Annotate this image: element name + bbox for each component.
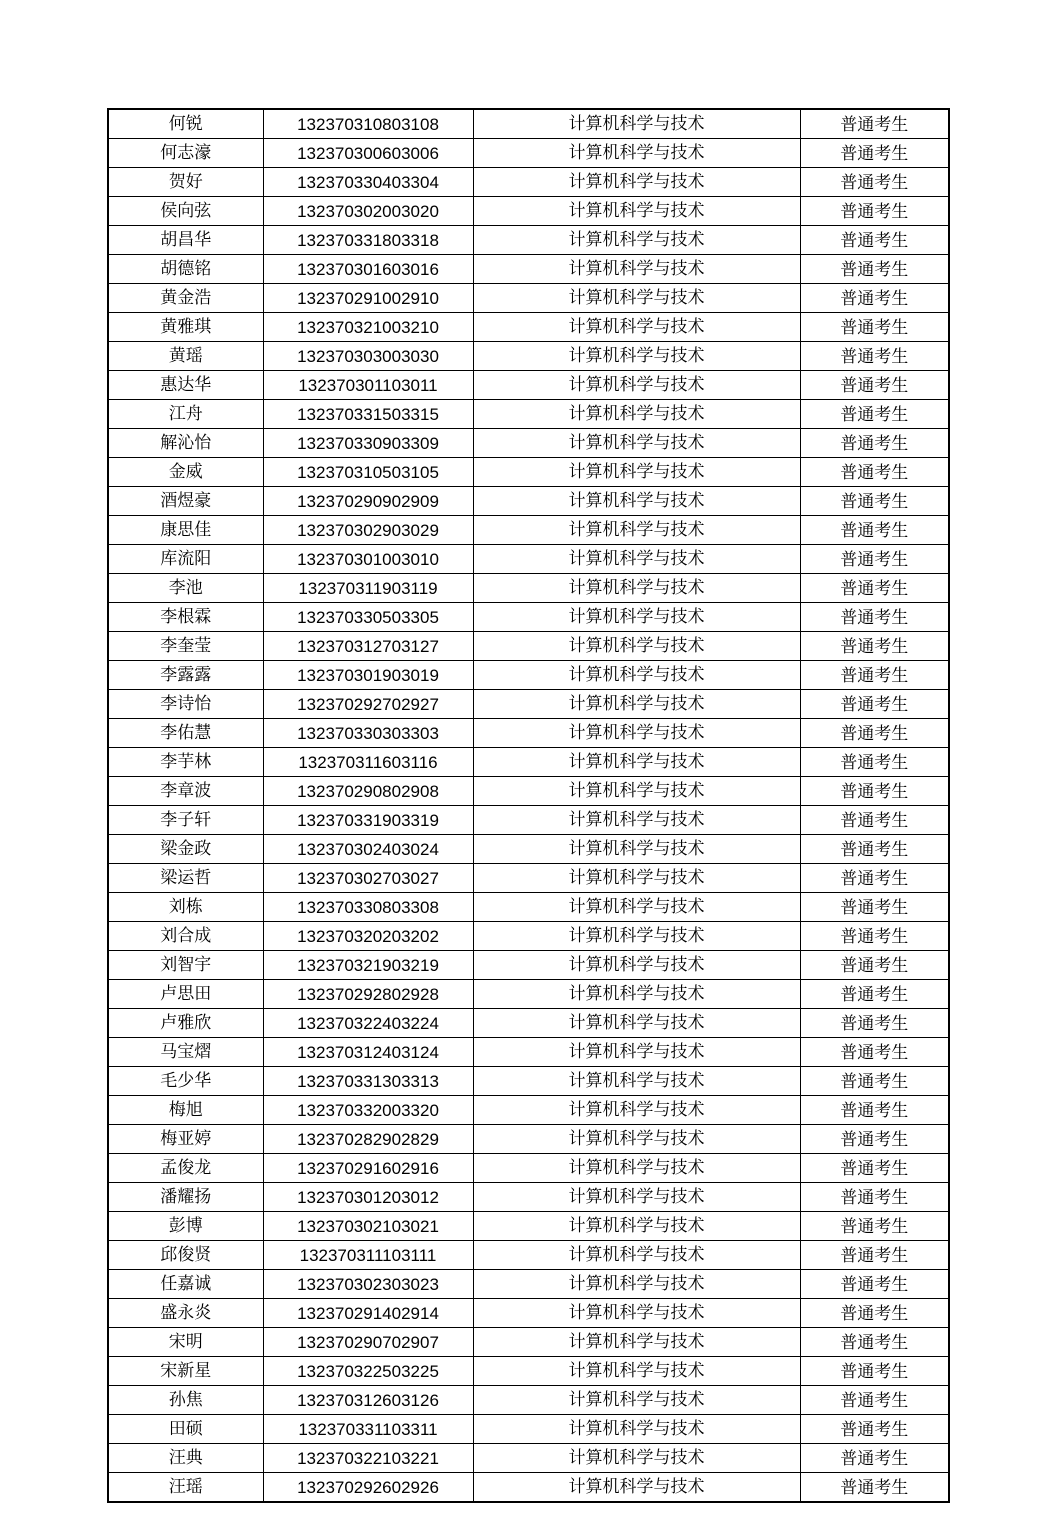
student-name-cell: 惠达华 — [108, 371, 263, 400]
major-cell: 计算机科学与技术 — [473, 1357, 800, 1386]
candidate-id-cell: 132370292702927 — [263, 690, 473, 719]
table-row — [108, 429, 949, 458]
candidate-type-cell: 普通考生 — [800, 1154, 949, 1183]
table-row — [108, 139, 949, 168]
candidate-type-cell: 普通考生 — [800, 1386, 949, 1415]
student-name-cell: 卢雅欣 — [108, 1009, 263, 1038]
candidate-type-cell: 普通考生 — [800, 690, 949, 719]
major-cell: 计算机科学与技术 — [473, 1328, 800, 1357]
candidate-id-cell: 132370321003210 — [263, 313, 473, 342]
candidate-id-cell: 132370291002910 — [263, 284, 473, 313]
candidate-id-cell: 132370312703127 — [263, 632, 473, 661]
table-row — [108, 748, 949, 777]
table-row — [108, 1154, 949, 1183]
student-name-cell: 马宝熠 — [108, 1038, 263, 1067]
major-cell: 计算机科学与技术 — [473, 980, 800, 1009]
candidate-id-cell: 132370300603006 — [263, 139, 473, 168]
candidate-id-cell: 132370330503305 — [263, 603, 473, 632]
table-row — [108, 1357, 949, 1386]
student-name-cell: 康思佳 — [108, 516, 263, 545]
candidate-type-cell: 普通考生 — [800, 139, 949, 168]
candidate-type-cell: 普通考生 — [800, 1038, 949, 1067]
table-row — [108, 1009, 949, 1038]
table-row — [108, 1183, 949, 1212]
candidate-id-cell: 132370292802928 — [263, 980, 473, 1009]
candidate-type-cell: 普通考生 — [800, 284, 949, 313]
student-name-cell: 盛永炎 — [108, 1299, 263, 1328]
candidate-type-cell: 普通考生 — [800, 1212, 949, 1241]
student-name-cell: 刘栋 — [108, 893, 263, 922]
major-cell: 计算机科学与技术 — [473, 690, 800, 719]
candidate-type-cell: 普通考生 — [800, 429, 949, 458]
major-cell: 计算机科学与技术 — [473, 429, 800, 458]
student-name-cell: 李芋林 — [108, 748, 263, 777]
candidate-id-cell: 132370321903219 — [263, 951, 473, 980]
table-row — [108, 719, 949, 748]
table-row — [108, 342, 949, 371]
student-name-cell: 潘耀扬 — [108, 1183, 263, 1212]
candidate-id-cell: 132370301003010 — [263, 545, 473, 574]
student-name-cell: 李露露 — [108, 661, 263, 690]
candidate-id-cell: 132370310503105 — [263, 458, 473, 487]
candidate-type-cell: 普通考生 — [800, 487, 949, 516]
major-cell: 计算机科学与技术 — [473, 661, 800, 690]
major-cell: 计算机科学与技术 — [473, 748, 800, 777]
major-cell: 计算机科学与技术 — [473, 1009, 800, 1038]
candidate-type-cell: 普通考生 — [800, 1096, 949, 1125]
table-row — [108, 400, 949, 429]
candidate-id-cell: 132370331303313 — [263, 1067, 473, 1096]
table-row — [108, 255, 949, 284]
student-name-cell: 宋明 — [108, 1328, 263, 1357]
candidate-id-cell: 132370302003020 — [263, 197, 473, 226]
major-cell: 计算机科学与技术 — [473, 1386, 800, 1415]
table-row — [108, 197, 949, 226]
major-cell: 计算机科学与技术 — [473, 1154, 800, 1183]
major-cell: 计算机科学与技术 — [473, 1212, 800, 1241]
major-cell: 计算机科学与技术 — [473, 139, 800, 168]
candidate-type-cell: 普通考生 — [800, 1299, 949, 1328]
candidate-id-cell: 132370330403304 — [263, 168, 473, 197]
student-name-cell: 胡德铭 — [108, 255, 263, 284]
candidate-type-cell: 普通考生 — [800, 1125, 949, 1154]
table-row — [108, 516, 949, 545]
table-row — [108, 1038, 949, 1067]
candidate-id-cell: 132370282902829 — [263, 1125, 473, 1154]
student-name-cell: 李章波 — [108, 777, 263, 806]
candidate-type-cell: 普通考生 — [800, 109, 949, 139]
major-cell: 计算机科学与技术 — [473, 1183, 800, 1212]
table-row — [108, 284, 949, 313]
student-name-cell: 李池 — [108, 574, 263, 603]
candidate-type-cell: 普通考生 — [800, 719, 949, 748]
major-cell: 计算机科学与技术 — [473, 1067, 800, 1096]
major-cell: 计算机科学与技术 — [473, 1444, 800, 1473]
student-name-cell: 黄雅琪 — [108, 313, 263, 342]
table-row — [108, 574, 949, 603]
table-row — [108, 603, 949, 632]
candidate-id-cell: 132370303003030 — [263, 342, 473, 371]
candidate-type-cell: 普通考生 — [800, 371, 949, 400]
admission-list-table — [107, 108, 950, 1503]
student-name-cell: 刘智宇 — [108, 951, 263, 980]
candidate-type-cell: 普通考生 — [800, 400, 949, 429]
student-name-cell: 梁运哲 — [108, 864, 263, 893]
table-row — [108, 487, 949, 516]
major-cell: 计算机科学与技术 — [473, 400, 800, 429]
table-row — [108, 109, 949, 139]
major-cell: 计算机科学与技术 — [473, 835, 800, 864]
candidate-type-cell: 普通考生 — [800, 1067, 949, 1096]
major-cell: 计算机科学与技术 — [473, 371, 800, 400]
student-name-cell: 贺好 — [108, 168, 263, 197]
candidate-id-cell: 132370312403124 — [263, 1038, 473, 1067]
major-cell: 计算机科学与技术 — [473, 632, 800, 661]
candidate-id-cell: 132370311603116 — [263, 748, 473, 777]
student-name-cell: 汪瑶 — [108, 1473, 263, 1503]
table-row — [108, 1241, 949, 1270]
candidate-id-cell: 132370302403024 — [263, 835, 473, 864]
major-cell: 计算机科学与技术 — [473, 864, 800, 893]
candidate-type-cell: 普通考生 — [800, 197, 949, 226]
candidate-id-cell: 132370290902909 — [263, 487, 473, 516]
table-row — [108, 661, 949, 690]
candidate-type-cell: 普通考生 — [800, 1473, 949, 1503]
candidate-type-cell: 普通考生 — [800, 342, 949, 371]
table-row — [108, 458, 949, 487]
candidate-id-cell: 132370290802908 — [263, 777, 473, 806]
candidate-type-cell: 普通考生 — [800, 1328, 949, 1357]
major-cell: 计算机科学与技术 — [473, 545, 800, 574]
candidate-id-cell: 132370301903019 — [263, 661, 473, 690]
candidate-type-cell: 普通考生 — [800, 1183, 949, 1212]
student-name-cell: 李奎莹 — [108, 632, 263, 661]
major-cell: 计算机科学与技术 — [473, 893, 800, 922]
student-name-cell: 金威 — [108, 458, 263, 487]
table-row — [108, 951, 949, 980]
major-cell: 计算机科学与技术 — [473, 516, 800, 545]
table-row — [108, 168, 949, 197]
candidate-id-cell: 132370302303023 — [263, 1270, 473, 1299]
student-name-cell: 胡昌华 — [108, 226, 263, 255]
table-row — [108, 690, 949, 719]
major-cell: 计算机科学与技术 — [473, 197, 800, 226]
candidate-id-cell: 132370301103011 — [263, 371, 473, 400]
candidate-type-cell: 普通考生 — [800, 603, 949, 632]
table-row — [108, 1473, 949, 1503]
candidate-type-cell: 普通考生 — [800, 632, 949, 661]
major-cell: 计算机科学与技术 — [473, 777, 800, 806]
candidate-type-cell: 普通考生 — [800, 313, 949, 342]
student-name-cell: 宋新星 — [108, 1357, 263, 1386]
table-row — [108, 1125, 949, 1154]
student-name-cell: 梅旭 — [108, 1096, 263, 1125]
candidate-id-cell: 132370311103111 — [263, 1241, 473, 1270]
table-row — [108, 893, 949, 922]
candidate-type-cell: 普通考生 — [800, 777, 949, 806]
major-cell: 计算机科学与技术 — [473, 719, 800, 748]
major-cell: 计算机科学与技术 — [473, 1096, 800, 1125]
table-row — [108, 1067, 949, 1096]
candidate-type-cell: 普通考生 — [800, 980, 949, 1009]
candidate-id-cell: 132370320203202 — [263, 922, 473, 951]
major-cell: 计算机科学与技术 — [473, 1241, 800, 1270]
student-name-cell: 李子轩 — [108, 806, 263, 835]
candidate-id-cell: 132370292602926 — [263, 1473, 473, 1503]
candidate-id-cell: 132370302103021 — [263, 1212, 473, 1241]
candidate-type-cell: 普通考生 — [800, 893, 949, 922]
table-row — [108, 922, 949, 951]
candidate-id-cell: 132370330303303 — [263, 719, 473, 748]
table-row — [108, 864, 949, 893]
table-row — [108, 1386, 949, 1415]
major-cell: 计算机科学与技术 — [473, 574, 800, 603]
candidate-type-cell: 普通考生 — [800, 748, 949, 777]
table-row — [108, 835, 949, 864]
candidate-type-cell: 普通考生 — [800, 1357, 949, 1386]
candidate-type-cell: 普通考生 — [800, 1444, 949, 1473]
table-row — [108, 632, 949, 661]
table-row — [108, 980, 949, 1009]
candidate-id-cell: 132370311903119 — [263, 574, 473, 603]
table-row — [108, 1212, 949, 1241]
candidate-id-cell: 132370331803318 — [263, 226, 473, 255]
candidate-id-cell: 132370331103311 — [263, 1415, 473, 1444]
candidate-id-cell: 132370331503315 — [263, 400, 473, 429]
student-name-cell: 李根霖 — [108, 603, 263, 632]
candidate-id-cell: 132370302903029 — [263, 516, 473, 545]
major-cell: 计算机科学与技术 — [473, 313, 800, 342]
major-cell: 计算机科学与技术 — [473, 1473, 800, 1503]
table-row — [108, 1415, 949, 1444]
major-cell: 计算机科学与技术 — [473, 1299, 800, 1328]
candidate-id-cell: 132370290702907 — [263, 1328, 473, 1357]
student-name-cell: 库流阳 — [108, 545, 263, 574]
student-name-cell: 梅亚婷 — [108, 1125, 263, 1154]
major-cell: 计算机科学与技术 — [473, 806, 800, 835]
candidate-type-cell: 普通考生 — [800, 545, 949, 574]
candidate-id-cell: 132370330903309 — [263, 429, 473, 458]
candidate-type-cell: 普通考生 — [800, 951, 949, 980]
candidate-id-cell: 132370310803108 — [263, 109, 473, 139]
candidate-id-cell: 132370322403224 — [263, 1009, 473, 1038]
major-cell: 计算机科学与技术 — [473, 458, 800, 487]
major-cell: 计算机科学与技术 — [473, 1415, 800, 1444]
major-cell: 计算机科学与技术 — [473, 109, 800, 139]
major-cell: 计算机科学与技术 — [473, 1270, 800, 1299]
major-cell: 计算机科学与技术 — [473, 168, 800, 197]
table-row — [108, 313, 949, 342]
student-name-cell: 卢思田 — [108, 980, 263, 1009]
table-row — [108, 1444, 949, 1473]
candidate-id-cell: 132370301603016 — [263, 255, 473, 284]
major-cell: 计算机科学与技术 — [473, 255, 800, 284]
student-name-cell: 黄瑶 — [108, 342, 263, 371]
major-cell: 计算机科学与技术 — [473, 603, 800, 632]
candidate-type-cell: 普通考生 — [800, 806, 949, 835]
major-cell: 计算机科学与技术 — [473, 342, 800, 371]
table-row — [108, 226, 949, 255]
student-name-cell: 梁金政 — [108, 835, 263, 864]
candidate-id-cell: 132370312603126 — [263, 1386, 473, 1415]
candidate-type-cell: 普通考生 — [800, 226, 949, 255]
student-name-cell: 李诗怡 — [108, 690, 263, 719]
student-name-cell: 汪典 — [108, 1444, 263, 1473]
candidate-id-cell: 132370302703027 — [263, 864, 473, 893]
major-cell: 计算机科学与技术 — [473, 951, 800, 980]
candidate-type-cell: 普通考生 — [800, 864, 949, 893]
table-row — [108, 545, 949, 574]
candidate-type-cell: 普通考生 — [800, 574, 949, 603]
student-name-cell: 解沁怡 — [108, 429, 263, 458]
student-name-cell: 刘合成 — [108, 922, 263, 951]
candidate-type-cell: 普通考生 — [800, 661, 949, 690]
candidate-id-cell: 132370291602916 — [263, 1154, 473, 1183]
candidate-type-cell: 普通考生 — [800, 1270, 949, 1299]
candidate-id-cell: 132370330803308 — [263, 893, 473, 922]
major-cell: 计算机科学与技术 — [473, 1125, 800, 1154]
student-name-cell: 李佑慧 — [108, 719, 263, 748]
student-name-cell: 酒煜豪 — [108, 487, 263, 516]
major-cell: 计算机科学与技术 — [473, 487, 800, 516]
candidate-id-cell: 132370332003320 — [263, 1096, 473, 1125]
table-row — [108, 1328, 949, 1357]
student-name-cell: 孟俊龙 — [108, 1154, 263, 1183]
table-row — [108, 1096, 949, 1125]
candidate-type-cell: 普通考生 — [800, 1415, 949, 1444]
candidate-type-cell: 普通考生 — [800, 922, 949, 951]
student-name-cell: 孙焦 — [108, 1386, 263, 1415]
major-cell: 计算机科学与技术 — [473, 284, 800, 313]
student-name-cell: 田硕 — [108, 1415, 263, 1444]
table-body — [108, 109, 949, 1502]
candidate-type-cell: 普通考生 — [800, 1241, 949, 1270]
major-cell: 计算机科学与技术 — [473, 922, 800, 951]
table-row — [108, 371, 949, 400]
candidate-id-cell: 132370301203012 — [263, 1183, 473, 1212]
student-name-cell: 彭博 — [108, 1212, 263, 1241]
table-row — [108, 806, 949, 835]
candidate-type-cell: 普通考生 — [800, 1009, 949, 1038]
student-name-cell: 邱俊贤 — [108, 1241, 263, 1270]
candidate-type-cell: 普通考生 — [800, 168, 949, 197]
student-name-cell: 任嘉诚 — [108, 1270, 263, 1299]
student-name-cell: 毛少华 — [108, 1067, 263, 1096]
candidate-id-cell: 132370331903319 — [263, 806, 473, 835]
student-name-cell: 侯向弦 — [108, 197, 263, 226]
candidate-type-cell: 普通考生 — [800, 458, 949, 487]
candidate-type-cell: 普通考生 — [800, 835, 949, 864]
candidate-id-cell: 132370322103221 — [263, 1444, 473, 1473]
table-row — [108, 1270, 949, 1299]
candidate-type-cell: 普通考生 — [800, 516, 949, 545]
student-name-cell: 黄金浩 — [108, 284, 263, 313]
student-name-cell: 江舟 — [108, 400, 263, 429]
table-row — [108, 1299, 949, 1328]
table-row — [108, 777, 949, 806]
candidate-type-cell: 普通考生 — [800, 255, 949, 284]
student-name-cell: 何锐 — [108, 109, 263, 139]
major-cell: 计算机科学与技术 — [473, 226, 800, 255]
major-cell: 计算机科学与技术 — [473, 1038, 800, 1067]
candidate-id-cell: 132370291402914 — [263, 1299, 473, 1328]
candidate-id-cell: 132370322503225 — [263, 1357, 473, 1386]
student-name-cell: 何志濠 — [108, 139, 263, 168]
